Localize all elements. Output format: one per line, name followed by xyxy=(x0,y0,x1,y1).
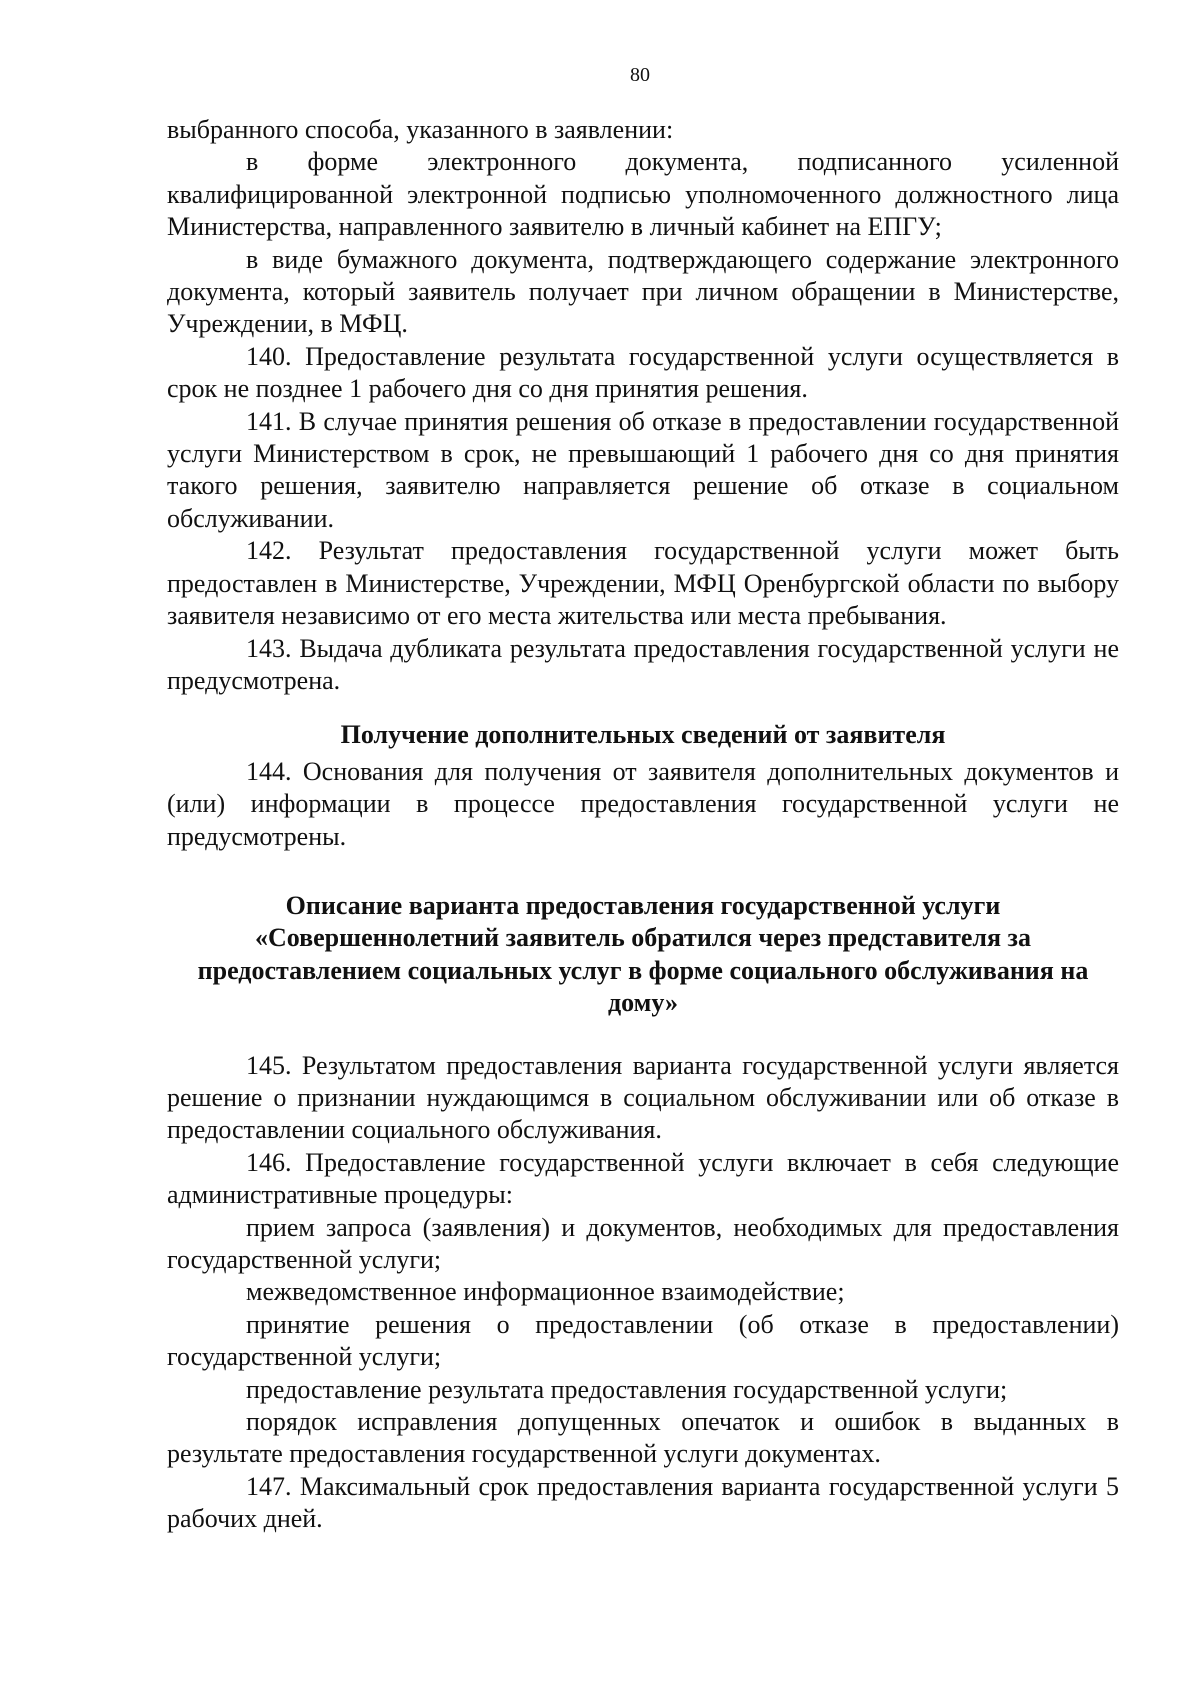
procedure-item-interagency: межведомственное информационное взаимодействие; xyxy=(246,1277,845,1307)
procedure-item-decision: принятие решения о предоставлении (об отказе в предоставлении) государственной услуги; xyxy=(167,1309,1119,1372)
paragraph-141: 141. В случае принятия решения об отказе в предоставлении государственной услуги Министерством в срок, не превышающий 1 рабочего дня со дня принятия такого решения, заявителю направляется решение об отказе в социальном обслуживании. xyxy=(167,406,1119,533)
paragraph-146: 146. Предоставление государственной услуги включает в себя следующие административные процедуры: xyxy=(167,1147,1119,1210)
section-heading-variant-description: Описание варианта предоставления государственной услуги «Совершеннолетний заявитель обратился через представителя за предоставлением социальных услуг в форме социального обслуживания на дому» xyxy=(197,890,1089,1018)
procedure-item-corrections: порядок исправления допущенных опечаток и ошибок в выданных в результате предоставления государственной услуги документах. xyxy=(167,1407,1119,1469)
paragraph-142: 142. Результат предоставления государственной услуги может быть предоставлен в Министерстве, Учреждении, МФЦ Оренбургской области по выбору заявителя независимо от его места жительства или места пребывания. xyxy=(167,536,1119,631)
paragraph-145: 145. Результатом предоставления варианта государственной услуги является решение о признании нуждающимся в социальном обслуживании или об отказе в предоставлении социального обслуживания. xyxy=(167,1050,1119,1145)
document-body xyxy=(167,114,1119,1536)
section-heading-additional-info: Получение дополнительных сведений от заявителя xyxy=(340,720,946,750)
paragraph-147: 147. Максимальный срок предоставления варианта государственной услуги 5 рабочих дней. xyxy=(167,1471,1119,1534)
paragraph-144: 144. Основания для получения от заявителя дополнительных документов и (или) информации в процессе предоставления государственной услуги не предусмотрены. xyxy=(167,756,1119,851)
paragraph-paper-document: в виде бумажного документа, подтверждающего содержание электронного документа, который заявитель получает при личном обращении в Министерстве, Учреждении, в МФЦ. xyxy=(167,244,1119,339)
paragraph-143: 143. Выдача дубликата результата предоставления государственной услуги не предусмотрена. xyxy=(167,633,1119,695)
paragraph-140: 140. Предоставление результата государственной услуги осуществляется в срок не позднее 1 рабочего дня со дня принятия решения. xyxy=(167,341,1119,404)
page-number: 80 xyxy=(630,64,650,86)
paragraph-electronic-document: в форме электронного документа, подписанного усиленной квалифицированной электронной подписью уполномоченного должностного лица Министерства, направленного заявителю в личный кабинет на ЕПГУ; xyxy=(167,147,1119,242)
paragraph-continuation: выбранного способа, указанного в заявлении: xyxy=(167,115,674,144)
procedure-item-request: прием запроса (заявления) и документов, необходимых для предоставления государственной услуги; xyxy=(167,1212,1119,1274)
procedure-item-result: предоставление результата предоставления государственной услуги; xyxy=(246,1374,1008,1404)
